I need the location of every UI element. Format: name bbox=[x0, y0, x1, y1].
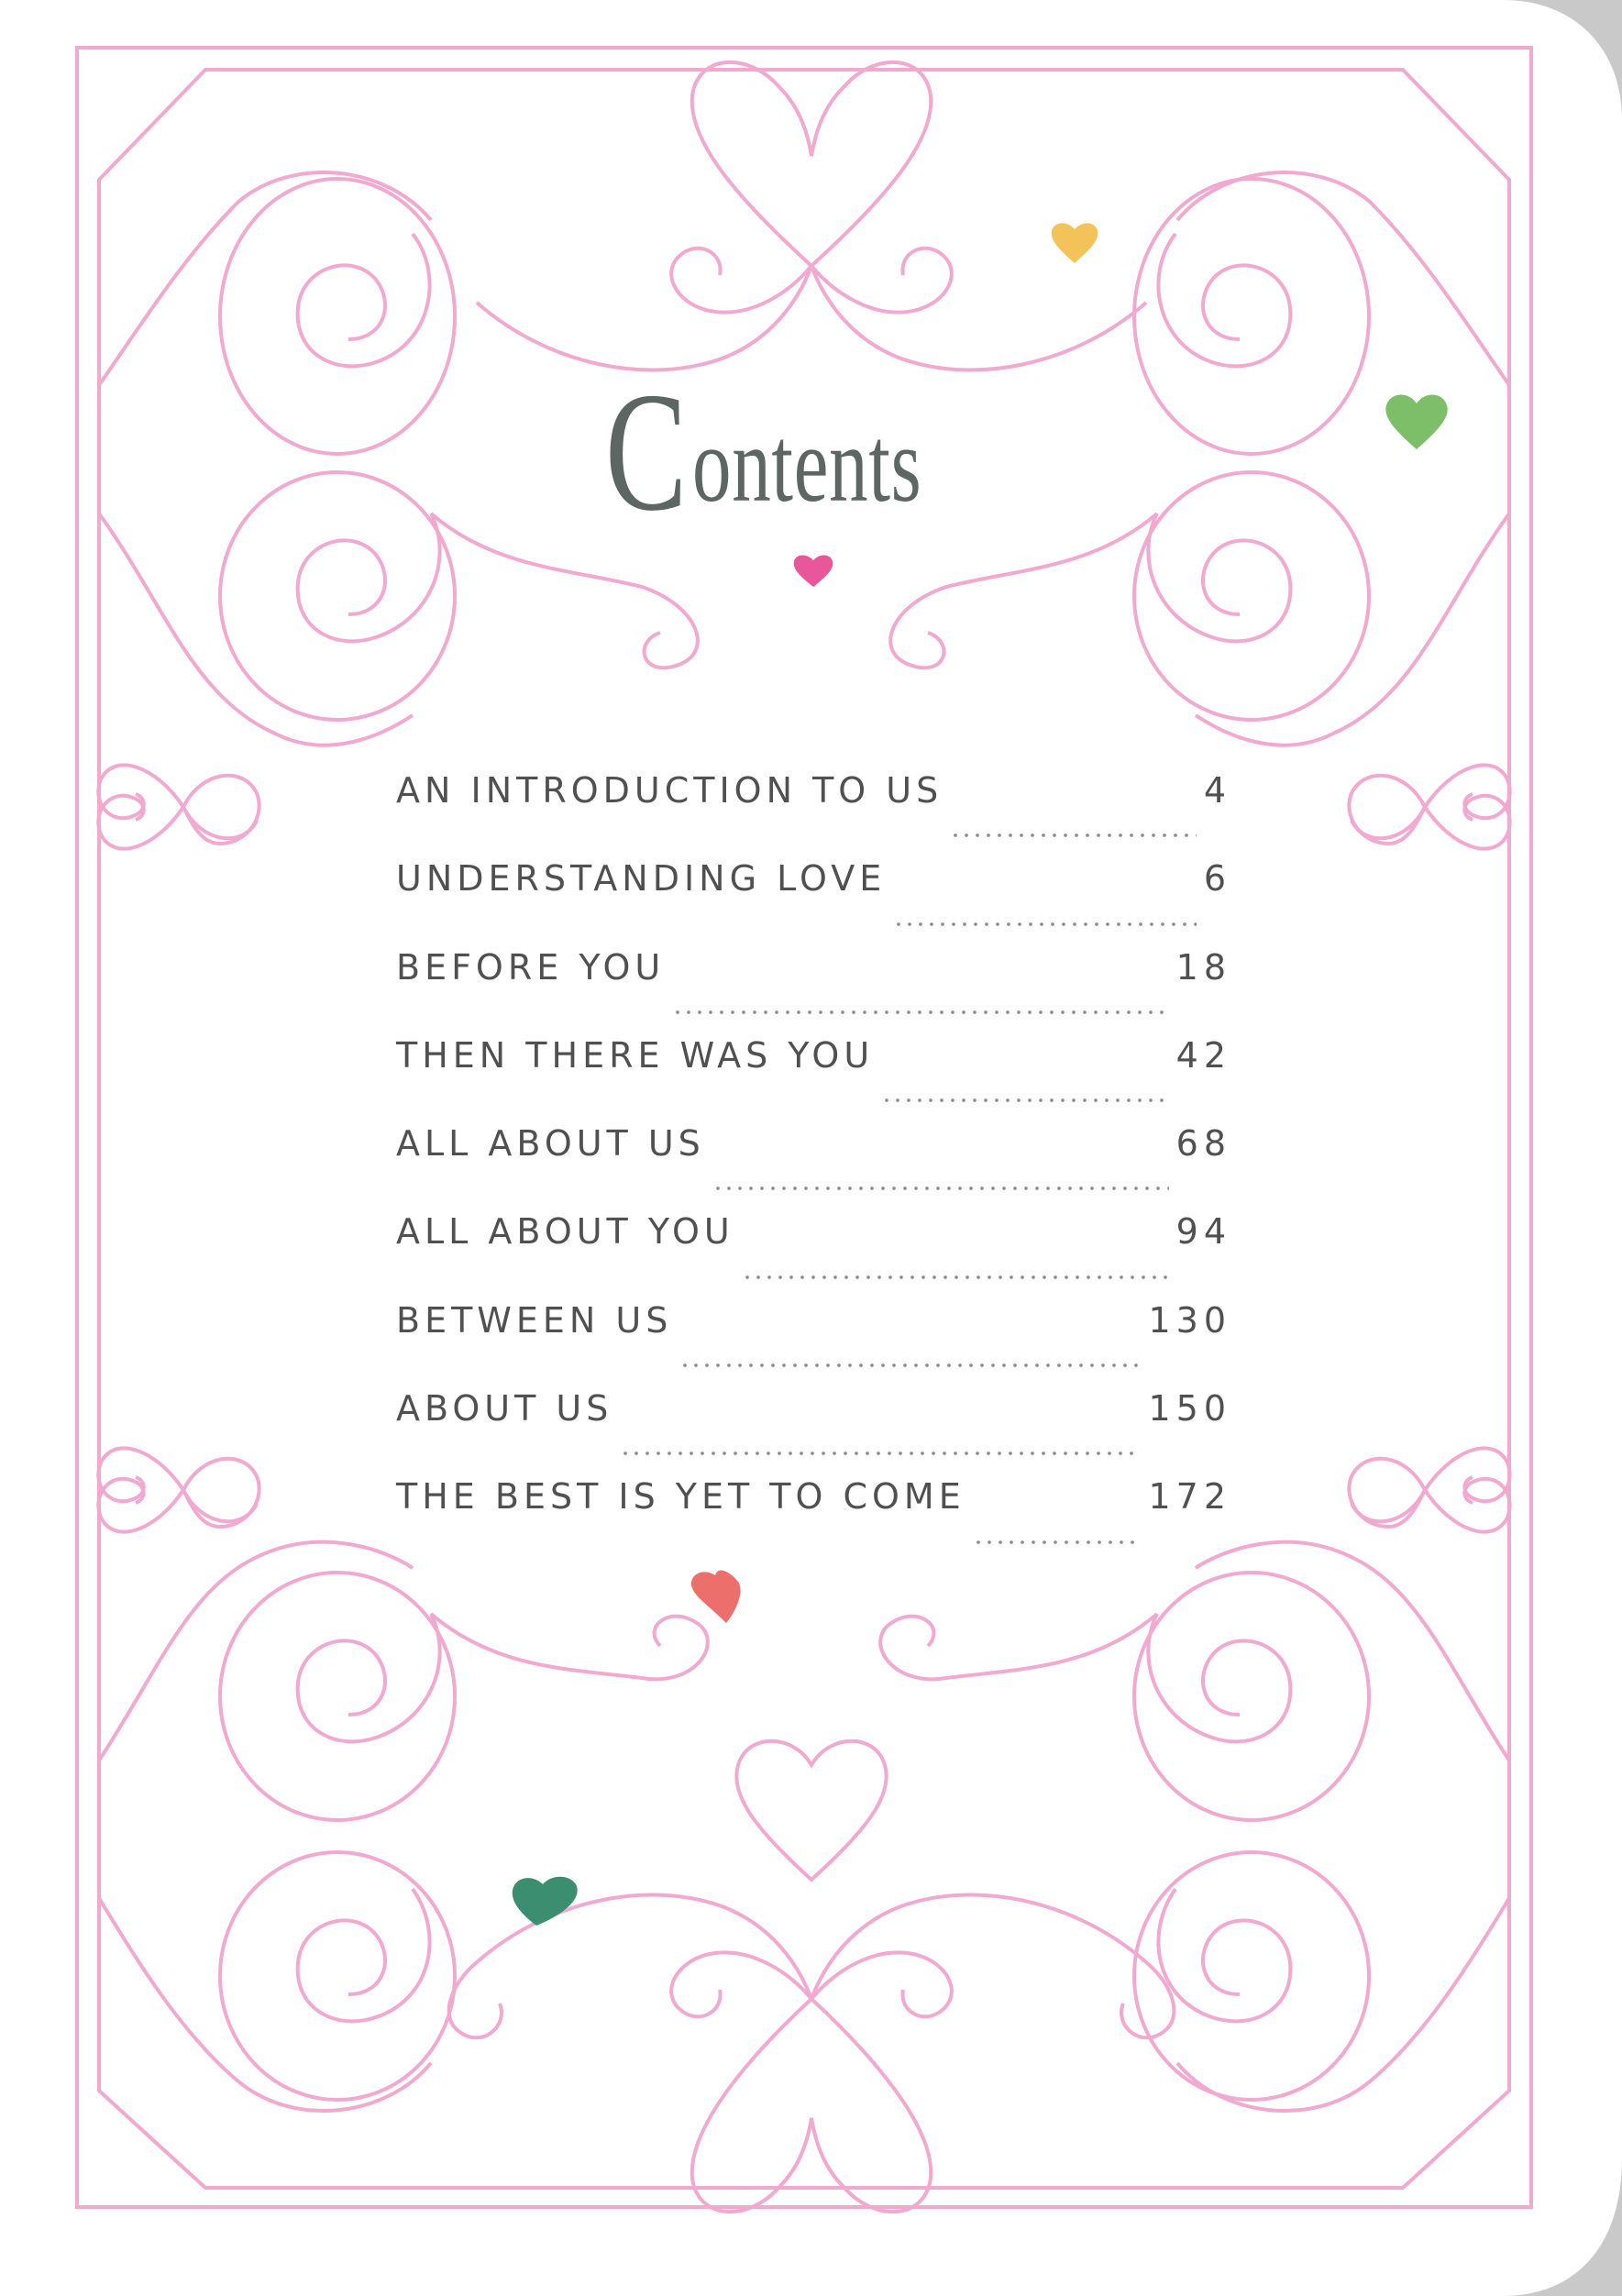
toc-entry[interactable] bbox=[396, 1123, 1231, 1211]
toc-entry-page-number: 18 bbox=[1175, 946, 1231, 988]
dot-leader bbox=[950, 833, 1197, 838]
dot-leader bbox=[679, 1363, 1141, 1368]
right-side-heart-ornament bbox=[1349, 1448, 1509, 1531]
dot-leader bbox=[893, 922, 1197, 927]
dot-leader bbox=[881, 1098, 1169, 1103]
right-side-heart-ornament bbox=[1349, 765, 1509, 848]
dot-leader bbox=[620, 1451, 1141, 1456]
toc-entry-page-number: 172 bbox=[1148, 1476, 1231, 1518]
teal-heart-icon bbox=[513, 1877, 578, 1926]
toc-entry-title: ALL ABOUT US bbox=[396, 1123, 705, 1165]
title-initial: C bbox=[605, 358, 688, 546]
yellow-heart-icon bbox=[1052, 223, 1098, 263]
pink-heart-icon bbox=[794, 555, 833, 587]
toc-entry-page-number: 68 bbox=[1175, 1123, 1231, 1165]
toc-entry[interactable] bbox=[396, 1388, 1231, 1476]
toc-entry-title: UNDERSTANDING LOVE bbox=[396, 858, 887, 900]
toc-entry-title: BEFORE YOU bbox=[396, 946, 666, 988]
left-side-heart-ornament bbox=[98, 765, 259, 848]
toc-entry-page-number: 42 bbox=[1175, 1034, 1231, 1076]
toc-entry-page-number: 94 bbox=[1175, 1211, 1231, 1253]
light-green-heart-icon bbox=[1385, 394, 1447, 449]
toc-entry-page-number: 150 bbox=[1148, 1388, 1231, 1429]
toc-entry-title: THEN THERE WAS YOU bbox=[396, 1034, 875, 1076]
toc-entry-title: ALL ABOUT YOU bbox=[396, 1211, 734, 1253]
dot-leader bbox=[672, 1010, 1168, 1015]
dot-leader bbox=[973, 1540, 1142, 1545]
toc-entry-title: THE BEST IS YET TO COME bbox=[396, 1476, 965, 1518]
toc-entry-title: AN INTRODUCTION TO US bbox=[396, 770, 943, 811]
toc-entry[interactable] bbox=[396, 1211, 1231, 1299]
coral-heart-icon bbox=[691, 1570, 740, 1623]
toc-entry-title: BETWEEN US bbox=[396, 1299, 673, 1341]
page-title bbox=[605, 358, 1036, 550]
toc-entry-title: ABOUT US bbox=[396, 1388, 613, 1429]
bottom-ornament bbox=[99, 1542, 1509, 2212]
toc-entry[interactable] bbox=[396, 1034, 1231, 1123]
toc-entry[interactable] bbox=[396, 1299, 1231, 1388]
toc-entry-page-number: 6 bbox=[1203, 858, 1231, 900]
title-rest: ontents bbox=[692, 404, 922, 524]
toc-entry-page-number: 4 bbox=[1203, 770, 1231, 811]
left-side-heart-ornament bbox=[98, 1448, 259, 1531]
toc-entry-page-number: 130 bbox=[1148, 1299, 1231, 1341]
toc-entry[interactable] bbox=[396, 1476, 1231, 1564]
toc-entry[interactable] bbox=[396, 946, 1231, 1035]
toc-entry[interactable] bbox=[396, 858, 1231, 946]
toc-entry[interactable] bbox=[396, 770, 1231, 858]
table-of-contents bbox=[396, 770, 1231, 1565]
dot-leader bbox=[712, 1186, 1169, 1191]
dot-leader bbox=[742, 1275, 1169, 1280]
